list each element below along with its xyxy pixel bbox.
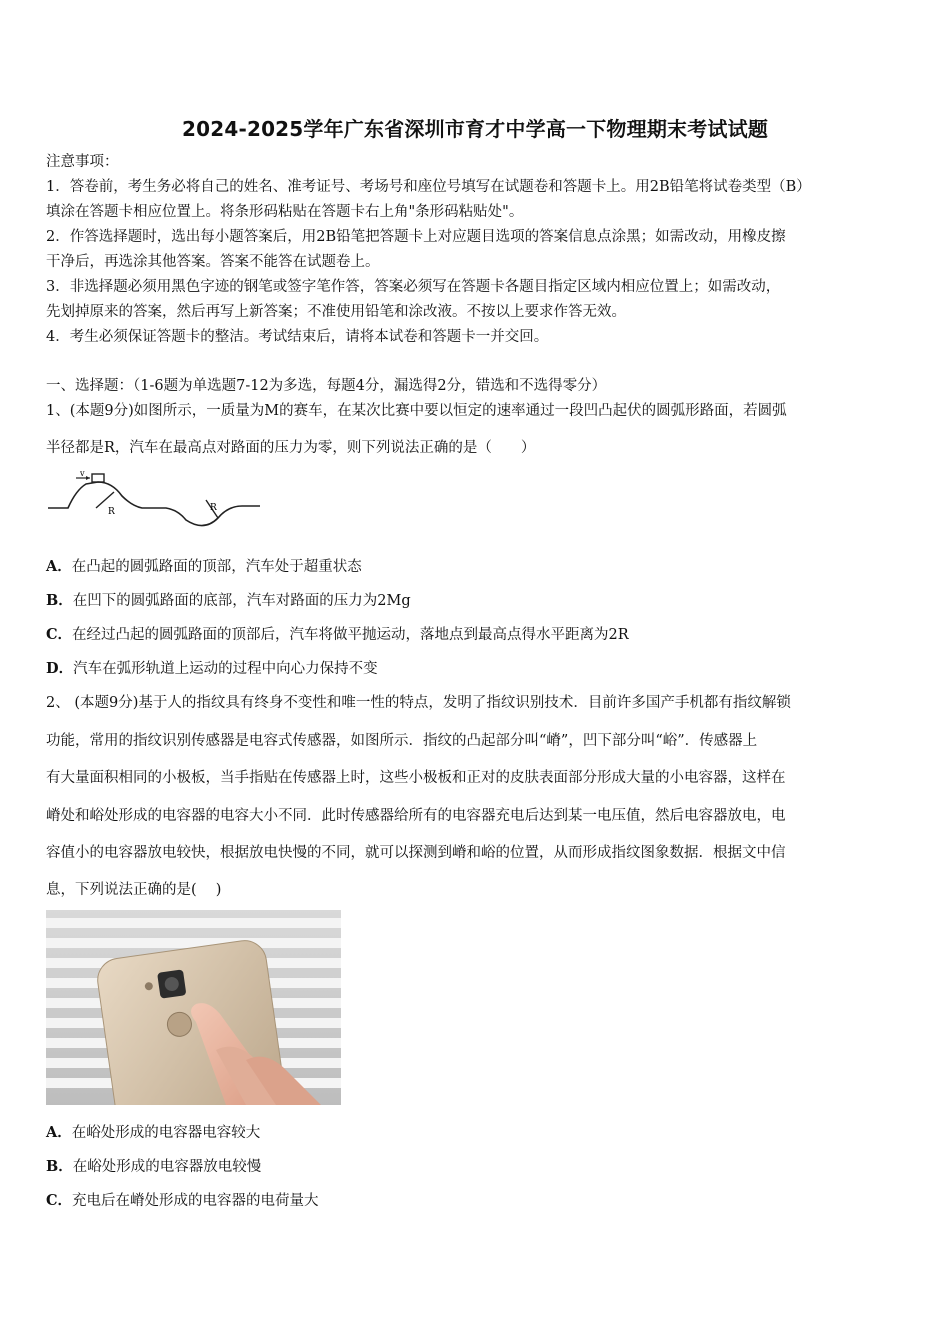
option-letter: C．: [46, 1192, 73, 1209]
option-text: 充电后在嵴处形成的电容器的电荷量大: [72, 1193, 319, 1209]
option-b: [46, 1157, 911, 1177]
question-2-line: 息，下列说法正确的是( ): [46, 882, 222, 898]
option-letter: A．: [46, 1124, 72, 1141]
notice-line: 干净后，再选涂其他答案。答案不能答在试题卷上。: [46, 254, 380, 270]
option-text: 在经过凸起的圆弧路面的顶部后，汽车将做平抛运动，落地点到最高点得水平距离为2R: [72, 627, 629, 643]
page-title: 2024-2025学年广东省深圳市育才中学高一下物理期末考试试题: [181, 117, 769, 141]
option-b: [46, 591, 911, 611]
question-2-line: 嵴处和峪处形成的电容器的电容大小不同．此时传感器给所有的电容器充电后达到某一电压值，然后电容器放电，电: [46, 808, 786, 824]
car-icon: [92, 474, 104, 482]
option-letter: B．: [46, 592, 73, 609]
section-heading: 一、选择题：（1-6题为单选题7-12为多选，每题4分，漏选得2分，错选和不选得零分）: [46, 378, 607, 394]
notice-line: 1．答卷前，考生务必将自己的姓名、准考证号、考场号和座位号填写在试题卷和答题卡上。用2B铅笔将试卷类型（B）: [46, 179, 811, 195]
radius-label: R: [210, 503, 217, 513]
option-letter: D．: [46, 660, 74, 677]
option-a: [46, 1123, 911, 1143]
notice-heading: 注意事项：: [46, 154, 119, 170]
notice-line: 4．考生必须保证答题卡的整洁。考试结束后，请将本试卷和答题卡一并交回。: [46, 329, 549, 345]
question-2-line: 2、 (本题9分)基于人的指纹具有终身不变性和唯一性的特点，发明了指纹识别技术．目前许多国产手机都有指纹解锁: [46, 695, 791, 711]
notice-line: 2．作答选择题时，选出每小题答案后，用2B铅笔把答题卡上对应题目选项的答案信息点涂黑；如需改动，用橡皮擦: [46, 229, 786, 245]
option-c: [46, 1191, 911, 1211]
road-arc-figure: [46, 470, 266, 532]
question-1-line: 1、(本题9分)如图所示，一质量为M的赛车，在某次比赛中要以恒定的速率通过一段凹凸起伏的圆弧形路面，若圆弧: [46, 403, 787, 419]
notice-line: 先划掉原来的答案，然后再写上新答案；不准使用铅笔和涂改液。不按以上要求作答无效。: [46, 304, 626, 320]
question-2-line: 功能，常用的指纹识别传感器是电容式传感器，如图所示．指纹的凸起部分叫“嵴”，凹下部分叫“峪”．传感器上: [46, 733, 758, 749]
notice-line: 3．非选择题必须用黑色字迹的钢笔或签字笔作答，答案必须写在答题卡各题目指定区域内相应位置上；如需改动，: [46, 279, 781, 295]
phone-fingerprint-photo: [46, 910, 341, 1105]
question-2-line: 容值小的电容器放电较快，根据放电快慢的不同，就可以探测到嵴和峪的位置，从而形成指纹图象数据．根据文中信: [46, 845, 786, 861]
option-d: [46, 659, 911, 679]
question-2-line: 有大量面积相同的小极板，当手指贴在传感器上时，这些小极板和正对的皮肤表面部分形成大量的小电容器，这样在: [46, 770, 786, 786]
option-letter: B．: [46, 1158, 73, 1175]
question-1-line: 半径都是R，汽车在最高点对路面的压力为零，则下列说法正确的是（ ）: [46, 440, 536, 456]
option-text: 汽车在弧形轨道上运动的过程中向心力保持不变: [73, 661, 378, 677]
option-c: [46, 625, 911, 645]
velocity-label: v: [80, 470, 85, 478]
radius-label: R: [108, 507, 115, 517]
option-letter: A．: [46, 558, 72, 575]
option-text: 在凸起的圆弧路面的顶部，汽车处于超重状态: [71, 559, 362, 575]
option-text: 在峪处形成的电容器放电较慢: [72, 1159, 262, 1175]
option-text: 在峪处形成的电容器电容较大: [71, 1125, 261, 1141]
option-text: 在凹下的圆弧路面的底部，汽车对路面的压力为2Mg: [72, 593, 411, 609]
option-a: [46, 557, 911, 577]
notice-line: 填涂在答题卡相应位置上。将条形码粘贴在答题卡右上角"条形码粘贴处"。: [46, 204, 524, 220]
option-letter: C．: [46, 626, 73, 643]
